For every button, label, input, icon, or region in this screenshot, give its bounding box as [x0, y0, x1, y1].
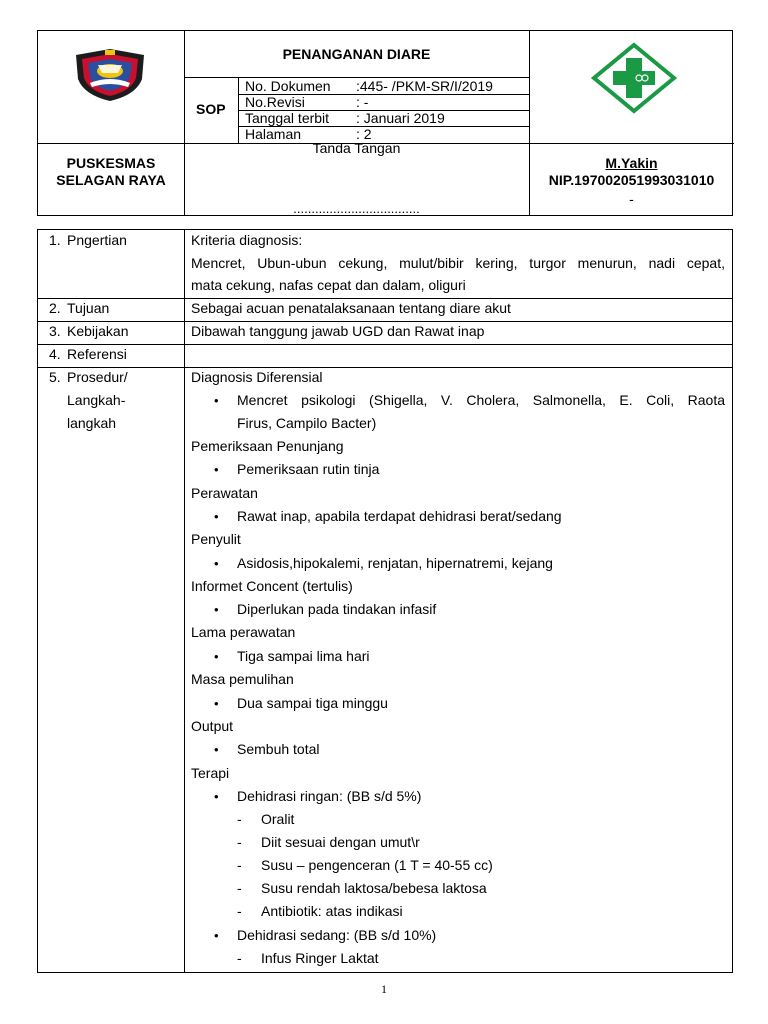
ringan-sub-5: Antibiotik: atas indikasi — [261, 903, 403, 919]
row-3-number: 3. — [49, 323, 61, 339]
dash-icon: - — [237, 903, 242, 919]
bullet-icon: • — [214, 556, 219, 571]
revision-value: : - — [356, 94, 369, 110]
org-name-line2: SELAGAN RAYA — [56, 172, 166, 188]
bullet-icon: • — [214, 696, 219, 711]
row-1-line-3: mata cekung, nafas cepat dan dalam, oliguri — [191, 277, 466, 293]
row-3-label: Kebijakan — [67, 323, 129, 339]
ringan-sub-1: Oralit — [261, 811, 295, 827]
row-5-number: 5. — [49, 369, 61, 385]
terapi-sedang: Dehidrasi sedang: (BB s/d 10%) — [237, 927, 437, 943]
lama-item: Tiga sampai lima hari — [237, 648, 370, 664]
row-5-label-line-3: langkah — [67, 415, 117, 431]
informet-item: Diperlukan pada tindakan infasif — [237, 601, 437, 617]
bullet-icon: • — [214, 602, 219, 617]
row-2-label: Tujuan — [67, 300, 110, 316]
perawatan-heading: Perawatan — [191, 485, 258, 501]
green-cross-logo-icon — [591, 42, 677, 114]
doc-number-label: No. Dokumen — [245, 78, 331, 94]
lama-heading: Lama perawatan — [191, 624, 296, 640]
diagnosis-item-line-1: Mencret psikologi (Shigella, V. Cholera, Salmonella, E. Coli, Raota — [237, 392, 725, 408]
penunjang-item: Pemeriksaan rutin tinja — [237, 461, 380, 477]
bullet-icon: • — [214, 462, 219, 477]
masa-item: Dua sampai tiga minggu — [237, 695, 388, 711]
perawatan-item: Rawat inap, apabila terdapat dehidrasi berat/sedang — [237, 508, 562, 524]
row-5-label-line-1: Prosedur/ — [67, 369, 128, 385]
page-value: : 2 — [356, 126, 372, 142]
row-divider — [38, 367, 732, 368]
signature-label: Tanda Tangan — [312, 140, 401, 156]
document-title: PENANGANAN DIARE — [282, 46, 431, 62]
penyulit-heading: Penyulit — [191, 531, 241, 547]
doc-number-value: :445- /PKM-SR/I/2019 — [356, 78, 493, 94]
terapi-ringan: Dehidrasi ringan: (BB s/d 5%) — [237, 788, 422, 804]
dash-icon: - — [237, 811, 242, 827]
diagnosis-item-line-2: Firus, Campilo Bacter) — [237, 415, 377, 431]
row-1-number: 1. — [49, 232, 61, 248]
row-divider — [38, 321, 732, 322]
revision-label: No.Revisi — [245, 94, 305, 110]
row-1-line-1: Kriteria diagnosis: — [191, 232, 303, 248]
sop-header-table — [37, 30, 733, 216]
issue-date-label: Tanggal terbit — [245, 110, 330, 126]
row-4-label: Referensi — [67, 346, 127, 362]
row-2-number: 2. — [49, 300, 61, 316]
dash-icon: - — [237, 950, 242, 966]
signer-name: M.Yakin — [605, 155, 658, 171]
sop-label: SOP — [196, 101, 226, 117]
page-number: 1 — [381, 982, 387, 996]
regional-emblem-icon — [72, 45, 148, 103]
penyulit-item: Asidosis,hipokalemi, renjatan, hipernatremi, kejang — [237, 555, 553, 571]
bullet-icon: • — [214, 649, 219, 664]
dash-icon: - — [237, 857, 242, 873]
dash-icon: - — [237, 880, 242, 896]
org-name-line1: PUSKESMAS — [66, 155, 156, 171]
signer-extra: - — [629, 191, 634, 207]
signature-line: ................................... — [293, 201, 420, 216]
column-divider — [184, 230, 185, 972]
row-2-text: Sebagai acuan penatalaksanaan tentang diare akut — [191, 300, 511, 316]
issue-date-value: : Januari 2019 — [356, 110, 445, 126]
row-1-line-2: Mencret, Ubun-ubun cekung, mulut/bibir kering, turgor menurun, nadi cepat, — [191, 255, 725, 271]
output-item: Sembuh total — [237, 741, 320, 757]
ringan-sub-4: Susu rendah laktosa/bebesa laktosa — [261, 880, 487, 896]
diagnosis-heading: Diagnosis Diferensial — [191, 369, 323, 385]
row-3-text: Dibawah tanggung jawab UGD dan Rawat inap — [191, 323, 485, 339]
bullet-icon: • — [214, 393, 219, 408]
signer-nip: NIP.197002051993031010 — [548, 172, 715, 188]
bullet-icon: • — [214, 789, 219, 804]
ringan-sub-3: Susu – pengenceran (1 T = 40-55 cc) — [261, 857, 493, 873]
sedang-sub-1: Infus Ringer Laktat — [261, 950, 379, 966]
dash-icon: - — [237, 834, 242, 850]
row-divider — [38, 298, 732, 299]
bullet-icon: • — [214, 928, 219, 943]
penunjang-heading: Pemeriksaan Penunjang — [191, 438, 344, 454]
informet-heading: Informet Concent (tertulis) — [191, 578, 353, 594]
bullet-icon: • — [214, 742, 219, 757]
bullet-icon: • — [214, 509, 219, 524]
masa-heading: Masa pemulihan — [191, 671, 294, 687]
row-4-number: 4. — [49, 346, 61, 362]
row-5-label-line-2: Langkah- — [67, 392, 126, 408]
sop-body-table — [37, 229, 733, 973]
ringan-sub-2: Diit sesuai dengan umut\r — [261, 834, 420, 850]
row-divider — [38, 344, 732, 345]
row-1-label: Pngertian — [67, 232, 127, 248]
terapi-heading: Terapi — [191, 765, 230, 781]
output-heading: Output — [191, 718, 234, 734]
page-label: Halaman — [245, 126, 302, 142]
